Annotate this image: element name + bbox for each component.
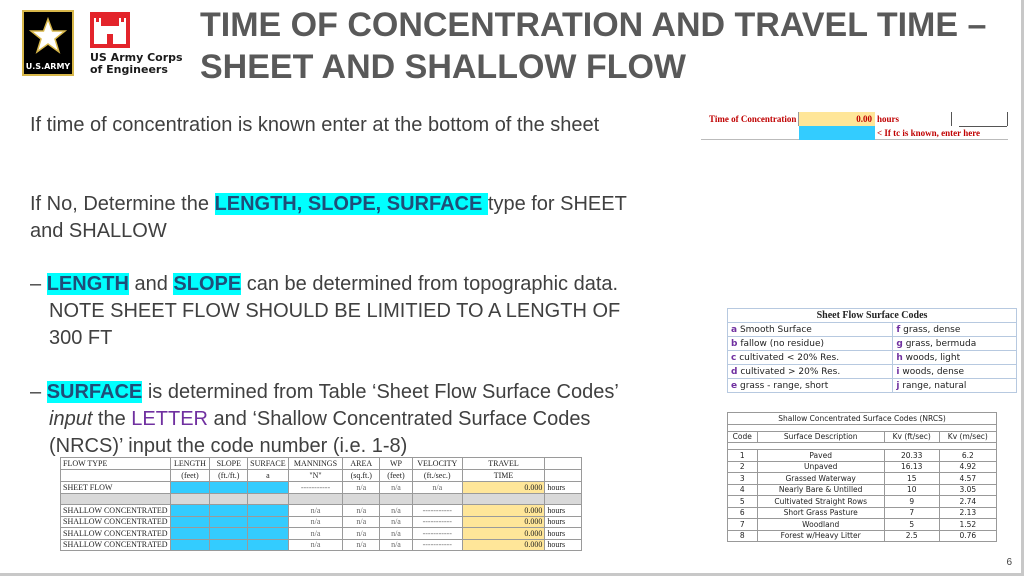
slide-title: TIME OF CONCENTRATION AND TRAVEL TIME – SHEET AND SHALLOW FLOW xyxy=(200,6,987,86)
shallow-slope-input[interactable] xyxy=(210,539,248,551)
shallow-flow-row: SHALLOW CONCENTRATED n/a n/a n/a ----------- 0.000 hours xyxy=(61,528,582,540)
table-row: 2 Unpaved 16.13 4.92 xyxy=(728,461,997,473)
table-row: e grass - range, short j range, natural xyxy=(728,379,1017,393)
flow-calculation-table xyxy=(60,457,582,551)
shallow-flow-row: SHALLOW CONCENTRATED n/a n/a n/a ----------- 0.000 hours xyxy=(61,539,582,551)
shallow-length-input[interactable] xyxy=(170,539,210,551)
table-row: 5 Cultivated Straight Rows 9 2.74 xyxy=(728,496,997,508)
shallow-length-input[interactable] xyxy=(170,528,210,540)
shallow-surface-input[interactable] xyxy=(248,516,288,528)
usace-castle-icon xyxy=(90,12,130,48)
highlight-length-slope-surface: LENGTH, SLOPE, SURFACE xyxy=(214,193,488,215)
sheet-slope-input[interactable] xyxy=(210,482,248,494)
shallow-flow-row: SHALLOW CONCENTRATED n/a n/a n/a ----------- 0.000 hours xyxy=(61,516,582,528)
shallow-surface-input[interactable] xyxy=(248,528,288,540)
table-row: c cultivated < 20% Res. h woods, light xyxy=(728,351,1017,365)
army-logo-text: U.S.ARMY xyxy=(25,62,71,71)
sheet-codes-title: Sheet Flow Surface Codes xyxy=(728,309,1017,323)
shallow-slope-input[interactable] xyxy=(210,505,248,517)
shallow-slope-input[interactable] xyxy=(210,528,248,540)
table-header-row: Code Surface Description Kv (ft/sec) Kv (m/sec) xyxy=(728,431,997,443)
paragraph-surface: – SURFACE is determined from Table ‘Sheet Flow Surface Codes’ input the LETTER and ‘Shallow Concentrated Surface Codes (NRCS)’ input the code number (i.e. 1-8) xyxy=(30,381,619,457)
table-row: 8 Forest w/Heavy Litter 2.5 0.76 xyxy=(728,530,997,542)
table-header-row: FLOW TYPE LENGTH SLOPE SURFACE MANNINGS AREA WP VELOCITY TRAVEL xyxy=(61,458,582,470)
shallow-concentrated-codes-table xyxy=(727,412,997,542)
toc-spreadsheet-snippet: Time of Concentration 0.00 hours < If tc is known, enter here xyxy=(701,112,1008,140)
table-row: 1 Paved 20.33 6.2 xyxy=(728,450,997,462)
paragraph-known-toc: If time of concentration is known enter at the bottom of the sheet xyxy=(30,114,600,136)
us-army-logo xyxy=(22,10,74,76)
shallow-length-input[interactable] xyxy=(170,505,210,517)
paragraph-determine: If No, Determine the LENGTH, SLOPE, SURFACE type for SHEET and SHALLOW xyxy=(30,193,627,242)
army-star-icon xyxy=(28,16,68,56)
table-row: 6 Short Grass Pasture 7 2.13 xyxy=(728,507,997,519)
shallow-slope-input[interactable] xyxy=(210,516,248,528)
letter-word: LETTER xyxy=(131,408,208,430)
shallow-surface-input[interactable] xyxy=(248,539,288,551)
highlight-length: LENGTH xyxy=(46,273,129,295)
sheet-length-input[interactable] xyxy=(170,482,210,494)
sheet-flow-codes-table xyxy=(727,308,1017,393)
table-row: 7 Woodland 5 1.52 xyxy=(728,519,997,531)
shallow-flow-row: SHALLOW CONCENTRATED n/a n/a n/a ----------- 0.000 hours xyxy=(61,505,582,517)
shallow-codes-title: Shallow Concentrated Surface Codes (NRCS) xyxy=(728,413,997,425)
highlight-surface: SURFACE xyxy=(46,381,143,403)
paragraph-length-slope: – LENGTH and SLOPE can be determined from topographic data. NOTE SHEET FLOW SHOULD BE LIMITIED TO A LENGTH OF 300 FT xyxy=(30,273,621,349)
highlight-slope: SLOPE xyxy=(173,273,242,295)
table-header-row: (feet) (ft./ft.) a "N" (sq.ft.) (feet) (ft./sec.) TIME xyxy=(61,470,582,482)
sheet-flow-row: SHEET FLOW ----------- n/a n/a n/a 0.000 hours xyxy=(61,482,582,494)
table-row: 3 Grassed Waterway 15 4.57 xyxy=(728,473,997,485)
table-row: 4 Nearly Bare & Untilled 10 3.05 xyxy=(728,484,997,496)
table-row: d cultivated > 20% Res. i woods, dense xyxy=(728,365,1017,379)
page-number: 6 xyxy=(1006,557,1012,568)
table-row: b fallow (no residue) g grass, bermuda xyxy=(728,337,1017,351)
shallow-length-input[interactable] xyxy=(170,516,210,528)
sheet-surface-input[interactable] xyxy=(248,482,288,494)
toc-value-cell[interactable]: 0.00 xyxy=(799,112,875,126)
shallow-surface-input[interactable] xyxy=(248,505,288,517)
divider-row xyxy=(61,493,582,505)
usace-logo-text: US Army Corps of Engineers xyxy=(90,51,183,76)
table-row: a Smooth Surface f grass, dense xyxy=(728,323,1017,337)
